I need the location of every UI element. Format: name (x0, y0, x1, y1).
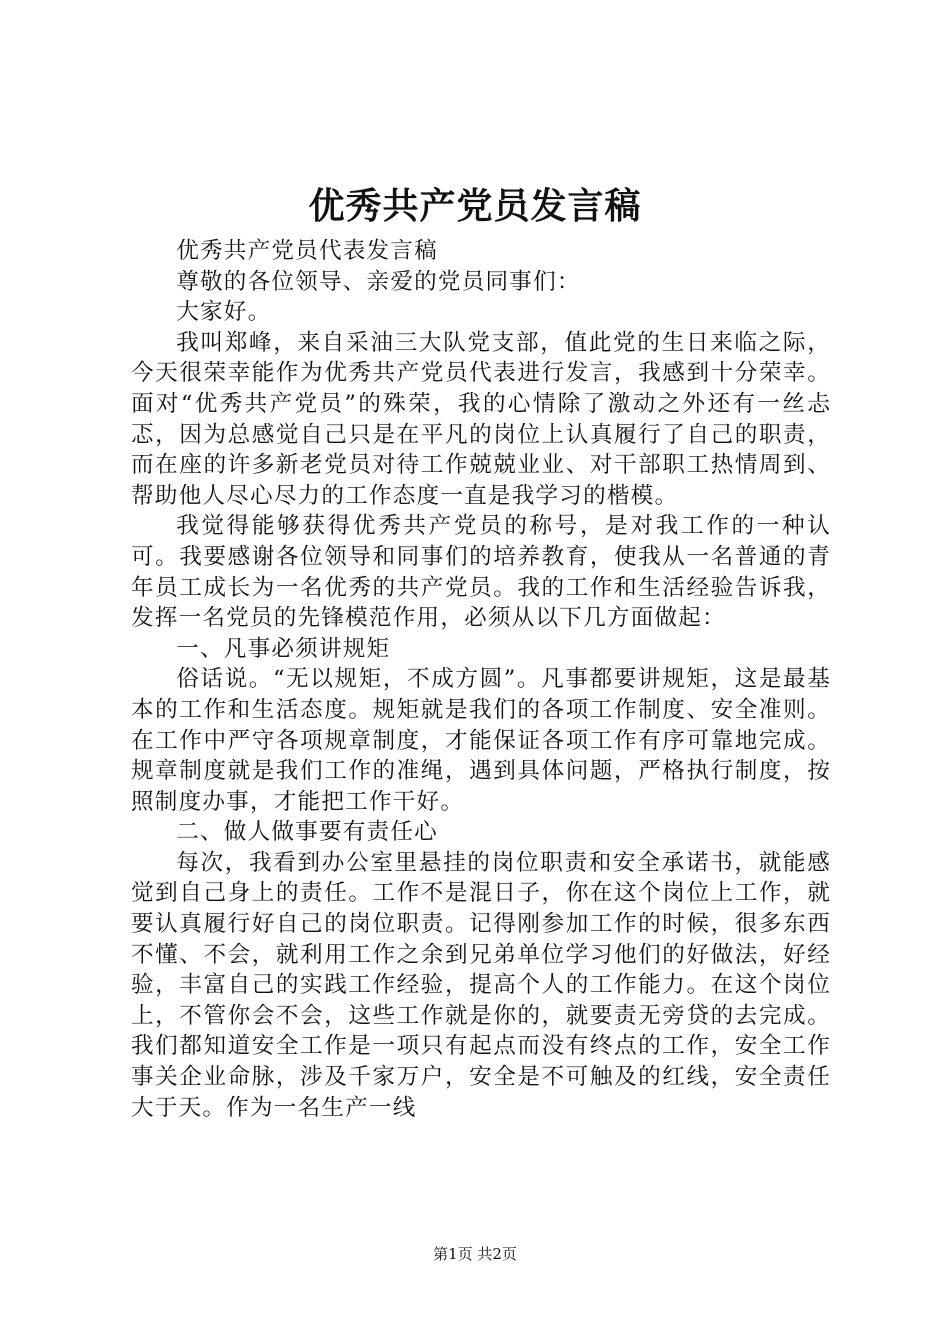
document-title: 优秀共产党员发言稿 (308, 185, 642, 227)
paragraph-intro: 我叫郑峰，来自采油三大队党支部，值此党的生日来临之际，今天很荣幸能作为优秀共产党员代表进行发言，我感到十分荣幸。面对“优秀共产党员”的殊荣，我的心情除了激动之外还有一丝忐忑，因为总感觉自己只是在平凡的岗位上认真履行了自己的职责，而在座的许多新老党员对待工作兢兢业业、对干部职工热情周到、帮助他人尽心尽力的工作态度一直是我学习的楷模。 (131, 329, 831, 509)
paragraph-recognition: 我觉得能够获得优秀共产党员的称号，是对我工作的一种认可。我要感谢各位领导和同事们的培养教育，使我从一名普通的青年员工成长为一名优秀的共产党员。我的工作和生活经验告诉我，发挥一名党员的先锋模范作用，必须从以下几方面做起： (131, 513, 831, 632)
paragraph-subtitle: 优秀共产党员代表发言稿 (176, 238, 438, 264)
page-footer: 第1页 共2页 (433, 1245, 517, 1263)
paragraph-greeting: 大家好。 (176, 299, 272, 326)
section-heading-1: 一、凡事必须讲规矩 (176, 635, 391, 662)
section-heading-2: 二、做人做事要有责任心 (176, 819, 438, 846)
paragraph-section-1: 俗话说。“无以规矩，不成方圆”。凡事都要讲规矩，这是最基本的工作和生活态度。规矩就是我们的各项工作制度、安全准则。在工作中严守各项规章制度，才能保证各项工作有序可靠地完成。规章制度就是我们工作的准绳，遇到具体问题，严格执行制度，按照制度办事，才能把工作干好。 (131, 666, 831, 815)
paragraph-section-2: 每次，我看到办公室里悬挂的岗位职责和安全承诺书，就能感觉到自己身上的责任。工作不是混日子，你在这个岗位上工作，就要认真履行好自己的岗位职责。记得刚参加工作的时候，很多东西不懂、不会，就利用工作之余到兄弟单位学习他们的好做法，好经验，丰富自己的实践工作经验，提高个人的工作能力。在这个岗位上，不管你会不会，这些工作就是你的，就要责无旁贷的去完成。我们都知道安全工作是一项只有起点而没有终点的工作，安全工作事关企业命脉，涉及千家万户，安全是不可触及的红线，安全责任大于天。作为一名生产一线 (131, 849, 831, 1121)
paragraph-salutation: 尊敬的各位领导、亲爱的党员同事们： (176, 268, 581, 295)
document-body (131, 236, 831, 1123)
